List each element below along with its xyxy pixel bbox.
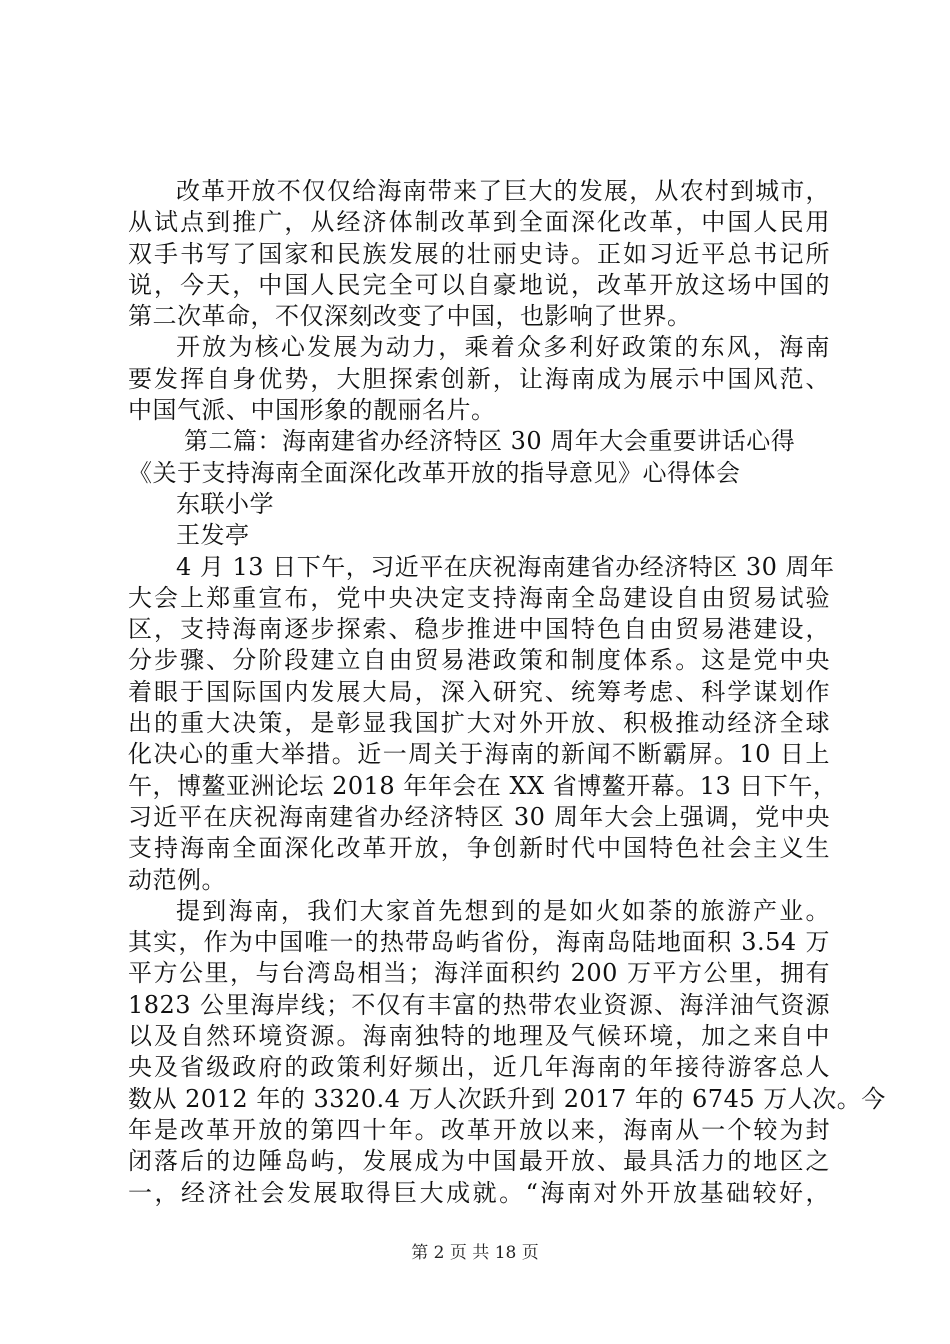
text-line: 习近平在庆祝海南建省办经济特区 30 周年大会上强调，党中央 [128,802,830,831]
text-line: 平方公里，与台湾岛相当；海洋面积约 200 万平方公里，拥有 [128,959,830,988]
text-line: 区，支持海南逐步探索、稳步推进中国特色自由贸易港建设， [128,615,830,644]
text-line: 化决心的重大举措。近一周关于海南的新闻不断霸屏。10 日上 [128,740,830,769]
text-line: 4 月 13 日下午，习近平在庆祝海南建省办经济特区 30 周年 [176,552,835,581]
text-line: 其实，作为中国唯一的热带岛屿省份，海南岛陆地面积 3.54 万 [128,928,830,957]
text-line: 改革开放不仅仅给海南带来了巨大的发展，从农村到城市， [176,177,830,205]
text-line: 从试点到推广，从经济体制改革到全面深化改革，中国人民用 [128,208,830,237]
text-line: 《关于支持海南全面深化改革开放的指导意见》心得体会 [128,458,741,487]
text-line: 第二次革命，不仅深刻改变了中国，也影响了世界。 [128,302,692,331]
text-line: 要发挥自身优势，大胆探索创新，让海南成为展示中国风范、 [128,364,830,393]
text-line: 出的重大决策，是彰显我国扩大对外开放、积极推动经济全球 [128,709,830,738]
paragraph-hainan-tourism [128,896,886,1209]
paragraph-hainan-business-card [128,332,830,426]
text-line: 开放为核心发展为动力，乘着众多利好政策的东风，海南 [176,333,830,362]
text-line: 1823 公里海岸线；不仅有丰富的热带农业资源、海洋油气资源 [128,990,830,1019]
page-footer: 第 2 页 共 18 页 [411,1243,539,1263]
text-line: 双手书写了国家和民族发展的壮丽史诗。正如习近平总书记所 [128,239,830,268]
text-line: 午，博鳌亚洲论坛 2018 年年会在 XX 省博鳌开幕。13 日下午， [128,771,838,800]
text-line: 第二篇：海南建省办经济特区 30 周年大会重要讲话心得 [184,427,796,456]
text-line: 数从 2012 年的 3320.4 万人次跃升到 2017 年的 6745 万人次。今 [128,1084,886,1113]
paragraph-reform-opening [128,176,830,332]
author-school [128,489,830,520]
text-line: 东联小学 [176,489,274,518]
text-line: 着眼于国际国内发展大局，深入研究、统筹考虑、科学谋划作 [128,677,830,706]
text-line: 支持海南全面深化改革开放，争创新时代中国特色社会主义生 [128,834,830,863]
text-line: 闭落后的边陲岛屿，发展成为中国最开放、最具活力的地区之 [128,1147,830,1176]
text-line: 以及自然环境资源。海南独特的地理及气候环境，加之来自中 [128,1022,830,1051]
paragraph-april-13-announcement [128,552,838,896]
text-line: 大会上郑重宣布，党中央决定支持海南全岛建设自由贸易试验 [128,583,830,612]
text-line: 提到海南，我们大家首先想到的是如火如荼的旅游产业。 [176,896,830,925]
author-name [128,520,830,551]
text-line: 王发亭 [176,521,250,550]
section-title [128,426,830,489]
text-line: 分步骤、分阶段建立自由贸易港政策和制度体系。这是党中央 [128,646,830,675]
document-body [128,176,886,1209]
text-line: 说，今天，中国人民完全可以自豪地说，改革开放这场中国的 [128,270,830,299]
text-line: 中国气派、中国形象的靓丽名片。 [128,396,496,425]
text-line: 年是改革开放的第四十年。改革开放以来，海南从一个较为封 [128,1115,830,1144]
text-line: 央及省级政府的政策利好频出，近几年海南的年接待游客总人 [128,1053,830,1082]
text-line: 一，经济社会发展取得巨大成就。“海南对外开放基础较好， [128,1178,830,1207]
text-line: 动范例。 [128,865,226,894]
